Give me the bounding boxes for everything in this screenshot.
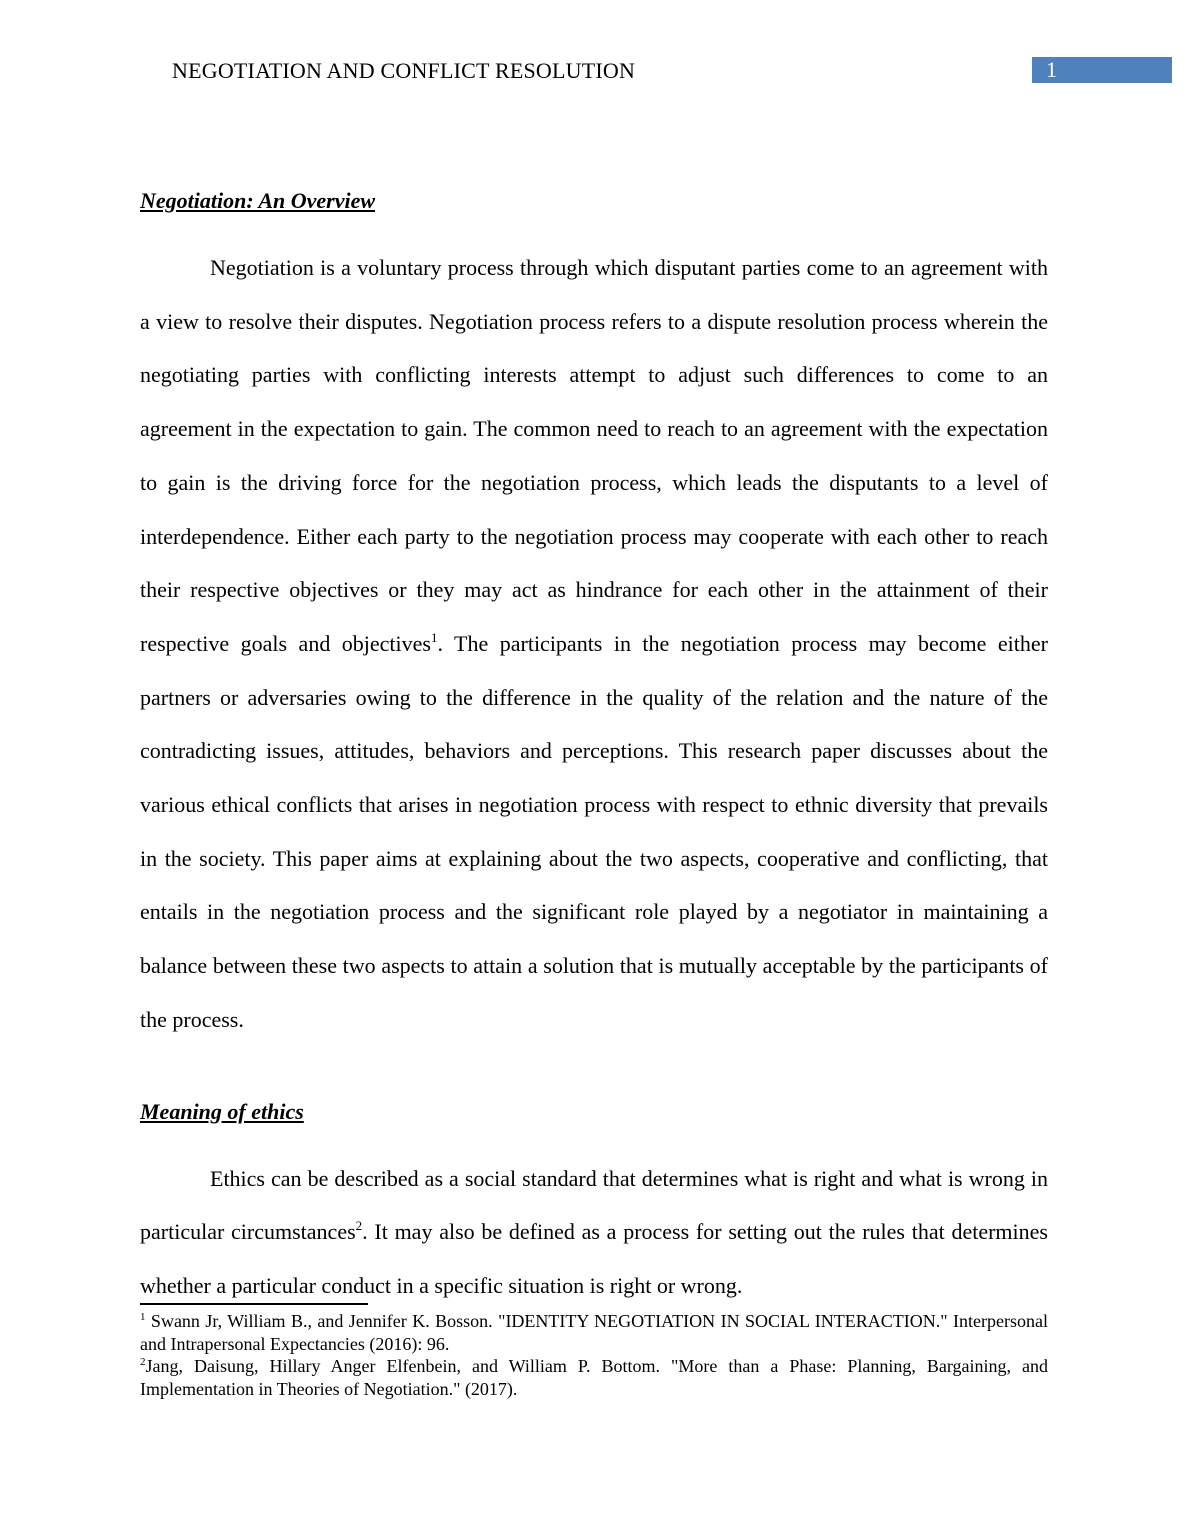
footnotes: [140, 1310, 1048, 1400]
paragraph-ethics: [140, 1152, 1048, 1313]
footnote-separator: [140, 1303, 368, 1305]
section-heading-ethics: Meaning of ethics: [140, 1098, 304, 1124]
footnote-1: [140, 1310, 1048, 1355]
running-head: NEGOTIATION AND CONFLICT RESOLUTION: [172, 58, 636, 83]
paragraph-text: . The participants in the negotiation process may become either partners or adversaries owing to the difference in the quality of the relation and the nature of the contradicting issues, attitudes, behaviors and perceptions. This research paper discusses about the various ethical conflicts that arises in negotiation process with respect to ethnic diversity that prevails in the society. This paper aims at explaining about the two aspects, cooperative and conflicting, that entails in the negotiation process and the significant role played by a negotiator in maintaining a balance between these two aspects to attain a solution that is mutually acceptable by the participants of the process.: [140, 630, 1048, 1032]
page-number: 1: [1046, 57, 1057, 82]
document-body: [140, 186, 1048, 1313]
footnote-text: Swann Jr, William B., and Jennifer K. Bosson. "IDENTITY NEGOTIATION IN SOCIAL INTERACTION." Interpersonal and Intrapersonal Expectancies (2016): 96.: [140, 1311, 1048, 1354]
footnote-reference[interactable]: 2: [355, 1218, 363, 1234]
footnote-reference[interactable]: 1: [430, 629, 438, 645]
footnote-number: 1: [140, 1311, 146, 1323]
section-heading-overview: Negotiation: An Overview: [140, 188, 376, 213]
paragraph-overview: [140, 241, 1048, 1047]
page-number-box: [1032, 57, 1172, 83]
paragraph-text: Ethics can be described as a social standard that determines what is right and what is wrong in particular circumstances: [140, 1165, 1048, 1245]
footnote-2: [140, 1355, 1048, 1400]
paragraph-text: . It may also be defined as a process for setting out the rules that determines whether a particular conduct in a specific situation is right or wrong.: [140, 1219, 1048, 1298]
footnote-text: Jang, Daisung, Hillary Anger Elfenbein, and William P. Bottom. "More than a Phase: Planning, Bargaining, and Implementation in Theories of Negotiation." (2017).: [140, 1356, 1048, 1399]
paragraph-text: Negotiation is a voluntary process through which disputant parties come to an agreement with a view to resolve their disputes. Negotiation process refers to a dispute resolution process wherein the negotiating parties with conflicting interests attempt to adjust such differences to come to an agreement in the expectation to gain. The common need to reach to an agreement with the expectation to gain is the driving force for the negotiation process, which leads the disputants to a level of interdependence. Either each party to the negotiation process may cooperate with each other to reach their respective objectives or they may act as hindrance for each other in the attainment of their respective goals and objectives: [140, 255, 1048, 656]
footnote-number: 2: [140, 1356, 146, 1368]
